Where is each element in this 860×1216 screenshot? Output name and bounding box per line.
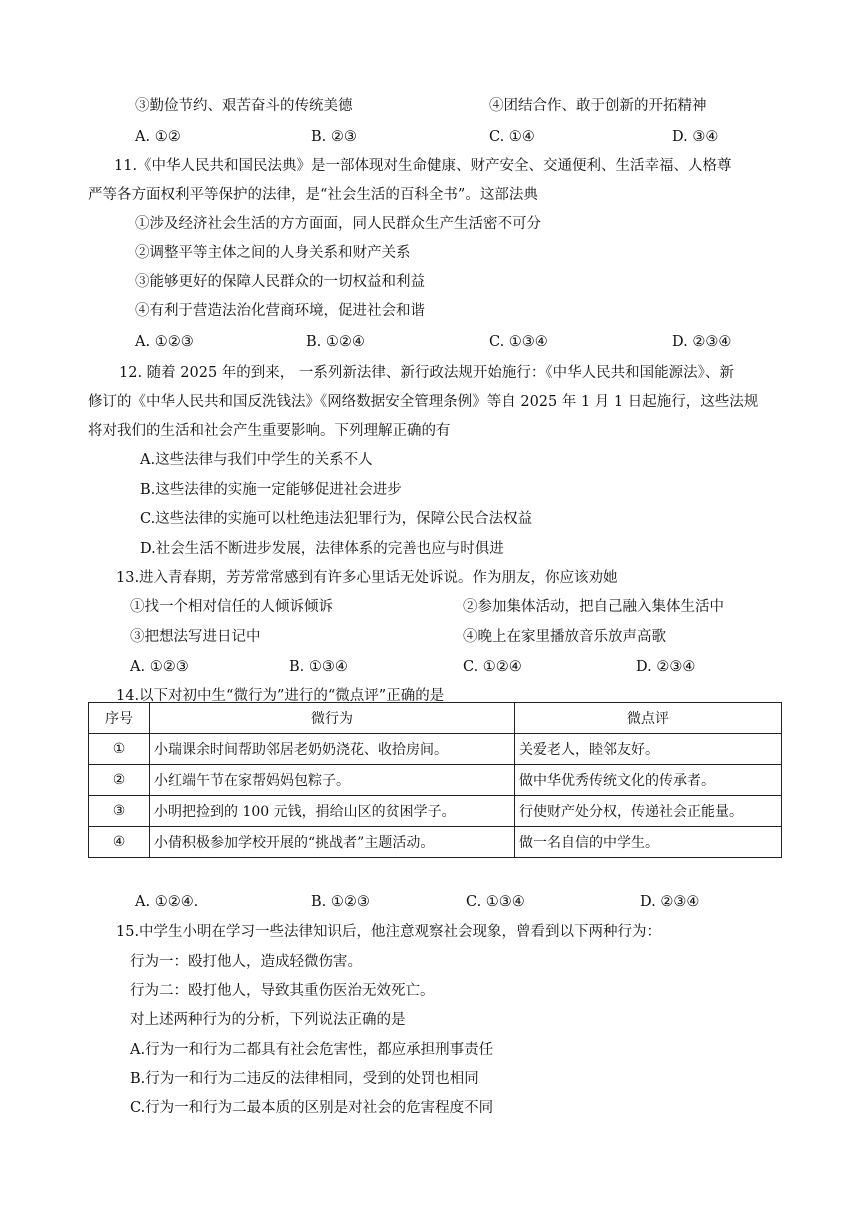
row-behavior: 小瑞课余时间帮助邻居老奶奶浇花、收拾房间。 (150, 734, 515, 765)
row-index: ② (89, 765, 150, 796)
q14-table (88, 702, 782, 858)
table-row (89, 734, 782, 765)
row-comment: 关爱老人，睦邻友好。 (515, 734, 782, 765)
q14-option-a: A. ①②④. (135, 894, 199, 910)
row-index: ① (89, 734, 150, 765)
q14-option-c: C. ①③④ (466, 894, 525, 910)
q12-option-c: C.这些法律的实施可以杜绝违法犯罪行为，保障公民合法权益 (140, 511, 533, 527)
q13-option-c: C. ①②④ (463, 659, 522, 675)
q13-option-d: D. ②③④ (636, 659, 696, 675)
answer-option-b: B. ②③ (311, 129, 357, 145)
q11-item-2: ②调整平等主体之间的人身关系和财产关系 (135, 245, 411, 261)
header-comment: 微点评 (515, 703, 782, 734)
table-row (89, 765, 782, 796)
row-index: ③ (89, 796, 150, 827)
q12-stem-line1: 12. 随着 2025 年的到来， 一系列新法律、新行政法规开始施行：《中华人民共和国能源法》、新 (119, 365, 734, 381)
q12-stem-line2: 修订的《中华人民共和国反洗钱法》《网络数据安全管理条例》等自 2025 年 1 月 1 日起施行，这些法规 (88, 394, 759, 410)
table-row (89, 796, 782, 827)
q11-option-c: C. ①③④ (489, 334, 548, 350)
q13-item-1: ①找一个相对信任的人倾诉倾诉 (130, 599, 333, 615)
row-index: ④ (89, 827, 150, 858)
row-behavior: 小倩积极参加学校开展的“挑战者”主题活动。 (150, 827, 515, 858)
q15-stem: 15.中学生小明在学习一些法律知识后，他注意观察社会现象，曾看到以下两种行为： (116, 924, 662, 940)
q12-option-b: B.这些法律的实施一定能够促进社会进步 (140, 482, 402, 498)
q13-item-3: ③把想法写进日记中 (130, 629, 261, 645)
row-behavior: 小红端午节在家帮妈妈包粽子。 (150, 765, 515, 796)
row-comment: 行使财产处分权，传递社会正能量。 (515, 796, 782, 827)
q13-item-2: ②参加集体活动，把自己融入集体生活中 (463, 599, 724, 615)
q11-option-b: B. ①②④ (306, 334, 365, 350)
answer-option-c: C. ①④ (489, 129, 535, 145)
table-header-row (89, 703, 782, 734)
q15-option-a: A.行为一和行为二都具有社会危害性，都应承担刑事责任 (130, 1042, 494, 1058)
q11-stem-line2: 严等各方面权利平等保护的法律，是“社会生活的百科全书”。这部法典 (88, 187, 538, 203)
header-behavior: 微行为 (150, 703, 515, 734)
q12-option-d: D.社会生活不断进步发展，法律体系的完善也应与时俱进 (140, 541, 504, 557)
q15-option-c: C.行为一和行为二最本质的区别是对社会的危害程度不同 (130, 1100, 494, 1116)
q11-option-a: A. ①②③ (135, 334, 194, 350)
row-behavior: 小明把捡到的 100 元钱，捐给山区的贫困学子。 (150, 796, 515, 827)
q14-stem: 14.以下对初中生“微行为”进行的“微点评”正确的是 (116, 688, 445, 704)
option-item-4: ④团结合作、敢于创新的开拓精神 (489, 98, 707, 114)
q11-item-4: ④有利于营造法治化营商环境，促进社会和谐 (135, 303, 425, 319)
q15-act-1: 行为一：殴打他人，造成轻微伤害。 (130, 954, 362, 970)
q12-option-a: A.这些法律与我们中学生的关系不人 (140, 452, 373, 468)
q11-option-d: D. ②③④ (672, 334, 732, 350)
q14-option-d: D. ②③④ (640, 894, 700, 910)
table-row (89, 827, 782, 858)
q12-stem-line3: 将对我们的生活和社会产生重要影响。下列理解正确的有 (88, 423, 451, 439)
q13-option-a: A. ①②③ (130, 659, 189, 675)
answer-option-a: A. ①② (135, 129, 181, 145)
q14-option-b: B. ①②③ (311, 894, 370, 910)
q11-item-1: ①涉及经济社会生活的方方面面，同人民群众生产生活密不可分 (135, 216, 541, 232)
option-item-3: ③勤俭节约、艰苦奋斗的传统美德 (135, 98, 353, 114)
q15-option-b: B.行为一和行为二违反的法律相同，受到的处罚也相同 (130, 1071, 479, 1087)
q11-stem-line1: 11.《中华人民共和国民法典》是一部体现对生命健康、财产安全、交通便利、生活幸福、人格尊 (114, 158, 732, 174)
q13-option-b: B. ①③④ (289, 659, 348, 675)
q15-act-2: 行为二：殴打他人，导致其重伤医治无效死亡。 (130, 983, 435, 999)
q15-question: 对上述两种行为的分析，下列说法正确的是 (130, 1012, 406, 1028)
answer-option-d: D. ③④ (672, 129, 719, 145)
q13-stem: 13.进入青春期，芳芳常常感到有许多心里话无处诉说。作为朋友，你应该劝她 (116, 570, 618, 586)
q11-item-3: ③能够更好的保障人民群众的一切权益和利益 (135, 274, 425, 290)
row-comment: 做一名自信的中学生。 (515, 827, 782, 858)
header-index: 序号 (89, 703, 150, 734)
row-comment: 做中华优秀传统文化的传承者。 (515, 765, 782, 796)
q13-item-4: ④晚上在家里播放音乐放声高歌 (463, 629, 666, 645)
